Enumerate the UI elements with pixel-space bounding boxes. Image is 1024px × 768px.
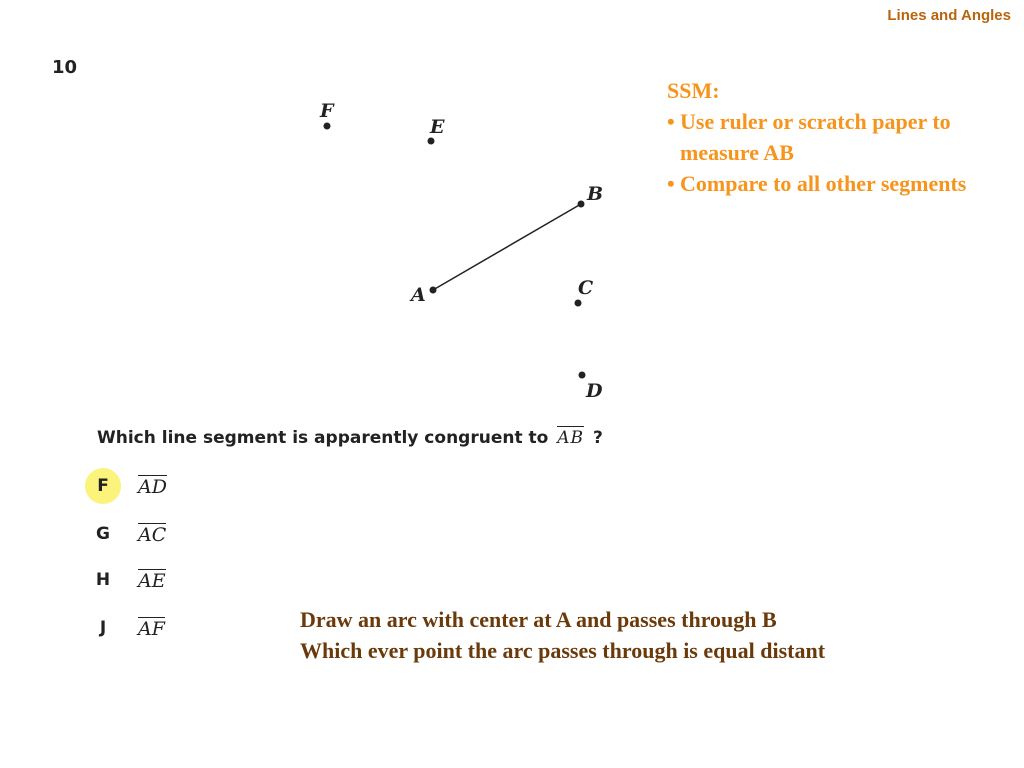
point-a [430, 287, 437, 294]
point-e [428, 138, 435, 145]
slide-header-title: Lines and Angles [887, 7, 1011, 24]
choice-segment: AF [138, 618, 165, 640]
label-a: A [411, 284, 426, 306]
choice-letter[interactable]: F [88, 471, 118, 501]
question-mark: ? [592, 428, 603, 448]
point-b [578, 201, 585, 208]
hint-line-2: Which ever point the arc passes through is equal distant [300, 638, 826, 663]
ssm-bullet-item: • Use ruler or scratch paper to measure AB [667, 109, 951, 165]
ssm-bullet-text: Compare to all other segments [680, 171, 967, 196]
label-d: D [586, 380, 603, 402]
choice-segment: AC [138, 524, 167, 546]
choice-letter[interactable]: J [99, 618, 107, 638]
point-d [579, 372, 586, 379]
hint-line-1: Draw an arc with center at A and passes through B [300, 607, 777, 632]
choice-h[interactable] [88, 566, 166, 594]
label-b: B [587, 183, 604, 205]
target-segment: AB [557, 428, 585, 448]
label-e: E [430, 116, 445, 138]
segment-ab [433, 204, 581, 290]
choice-g[interactable] [88, 520, 166, 548]
choice-f[interactable] [88, 472, 167, 500]
point-f [324, 123, 331, 130]
ssm-bullet-item: • Compare to all other segments [667, 171, 967, 196]
label-f: F [320, 100, 334, 122]
question-number: 10 [52, 57, 78, 78]
hint-block [300, 604, 825, 666]
choice-letter[interactable]: H [95, 570, 111, 590]
point-c [575, 300, 582, 307]
question-text: Which line segment is apparently congruent to [97, 428, 549, 448]
choice-segment: AE [138, 570, 166, 592]
question-prompt [97, 426, 603, 448]
ssm-bullet-text: Use ruler or scratch paper to measure AB [680, 109, 951, 165]
choice-j[interactable] [88, 614, 165, 642]
choice-segment: AD [138, 476, 167, 498]
ssm-title: SSM: [667, 78, 720, 103]
choice-letter[interactable]: G [96, 524, 110, 544]
label-c: C [578, 277, 594, 299]
